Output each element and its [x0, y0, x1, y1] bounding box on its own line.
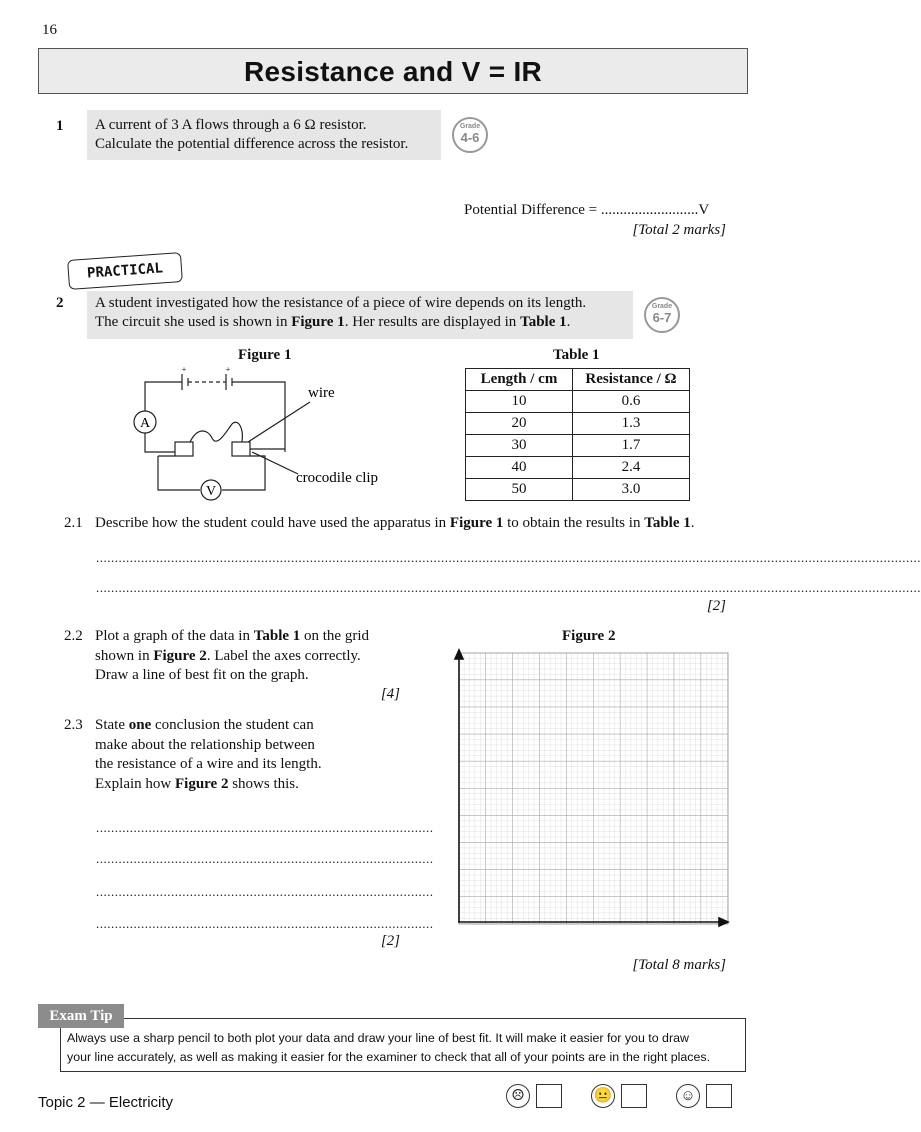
answer-line[interactable]: ............................................................................................................................................................................................................................	[96, 580, 921, 595]
q21-marks: [2]	[706, 598, 726, 614]
question-2-line-1: A student investigated how the resistance of a piece of wire depends on its length.	[95, 295, 587, 311]
neutral-face-icon: 😐	[591, 1084, 615, 1108]
test-wire	[190, 422, 242, 442]
ammeter-label: A	[139, 416, 151, 431]
answer-line[interactable]: ..........................................................................................	[96, 851, 434, 866]
exam-tip-box	[60, 1018, 746, 1072]
exam-tip-line-2: your line accurately, as well as making it easier for the examiner to check that all of your points are in the right places.	[67, 1050, 711, 1064]
circuit-wire-left	[145, 432, 175, 452]
answer-line[interactable]: ............................................................................................................................................................................................................................	[96, 550, 921, 565]
exam-tip-line-1: Always use a sharp pencil to both plot your data and draw your line of best fit. It will make it easier for you to draw	[67, 1031, 689, 1045]
q23-number: 2.3	[64, 717, 83, 733]
clip-pointer	[252, 452, 298, 474]
table-row	[466, 391, 690, 413]
page-number: 16	[42, 22, 57, 38]
q1-answer-dots[interactable]: ..........................	[600, 202, 699, 218]
wire-pointer	[248, 402, 310, 442]
q2-total-marks: [Total 8 marks]	[632, 957, 726, 973]
grade-label: Grade	[459, 123, 481, 130]
q1-total-marks: [Total 2 marks]	[632, 222, 726, 238]
table-cell: 30	[466, 435, 573, 457]
q21-number: 2.1	[64, 515, 83, 531]
table-cell: 3.0	[573, 479, 690, 501]
q22-marks: [4]	[380, 686, 400, 702]
table-cell: 40	[466, 457, 573, 479]
graph-grid[interactable]	[448, 648, 730, 928]
crocodile-clip-right	[232, 442, 250, 456]
figure-1-title: Figure 1	[238, 347, 292, 363]
confidence-checkbox-mid[interactable]	[621, 1084, 647, 1108]
question-2-number: 2	[56, 295, 64, 311]
sad-face-icon: ☹	[506, 1084, 530, 1108]
y-axis-arrow	[455, 650, 463, 659]
question-1-box	[87, 110, 441, 160]
table-cell: 20	[466, 413, 573, 435]
page-title: Resistance and V = IR	[38, 48, 748, 94]
exam-tip-label: Exam Tip	[38, 1004, 124, 1028]
figure-2-title: Figure 2	[562, 628, 616, 644]
practical-tag: PRACTICAL	[67, 252, 183, 290]
q1-answer-unit: V	[698, 202, 710, 218]
confidence-checkbox-low[interactable]	[536, 1084, 562, 1108]
table-cell: 10	[466, 391, 573, 413]
table-cell: 50	[466, 479, 573, 501]
wire-label: wire	[308, 385, 335, 401]
answer-line[interactable]: ..........................................................................................	[96, 884, 434, 899]
answer-line[interactable]: ..........................................................................................	[96, 820, 434, 835]
grade-range: 6-7	[652, 310, 672, 325]
table-row	[466, 413, 690, 435]
table-1-title: Table 1	[553, 347, 600, 363]
question-2-box	[87, 291, 633, 339]
circuit-diagram	[120, 362, 400, 504]
grade-badge-q1	[452, 117, 488, 153]
q21-text: Describe how the student could have used the apparatus in Figure 1 to obtain the results in Table 1.	[95, 515, 695, 531]
question-1-line-2: Calculate the potential difference across the resistor.	[95, 136, 409, 152]
grade-range: 4-6	[460, 130, 480, 145]
cell-2	[226, 374, 232, 390]
q1-answer-line	[464, 201, 709, 221]
question-1-number: 1	[56, 118, 64, 134]
cell-plus-1: +	[181, 365, 187, 374]
q1-answer-prefix: Potential Difference =	[464, 202, 601, 218]
q22-text: Plot a graph of the data in Table 1 on the grid shown in Figure 2. Label the axes correctly. Draw a line of best fit on the graph.	[95, 628, 370, 683]
table-header-row	[466, 369, 690, 391]
table-cell: 2.4	[573, 457, 690, 479]
table-row	[466, 435, 690, 457]
answer-line[interactable]: ..........................................................................................	[96, 916, 434, 931]
q23-marks: [2]	[380, 933, 400, 949]
happy-face-icon: ☺	[676, 1084, 700, 1108]
table-header-resistance: Resistance / Ω	[573, 369, 690, 391]
confidence-checkbox-high[interactable]	[706, 1084, 732, 1108]
q23-text: State one conclusion the student can make about the relationship between the resistance of a wire and its length. Explain how Figure 2 shows this.	[95, 717, 322, 792]
table-cell: 1.3	[573, 413, 690, 435]
footer-topic: Topic 2 — Electricity	[38, 1094, 174, 1111]
crocodile-clip-label: crocodile clip	[296, 470, 379, 486]
crocodile-clip-left	[175, 442, 193, 456]
question-1-line-1: A current of 3 A flows through a 6 Ω resistor.	[95, 117, 367, 133]
table-cell: 0.6	[573, 391, 690, 413]
results-table	[465, 368, 690, 501]
grade-badge-q2	[644, 297, 680, 333]
table-cell: 1.7	[573, 435, 690, 457]
table-row	[466, 457, 690, 479]
grade-label: Grade	[651, 303, 673, 310]
cell-1	[182, 374, 188, 390]
table-row	[466, 479, 690, 501]
table-header-length: Length / cm	[466, 369, 573, 391]
voltmeter-label: V	[205, 484, 217, 499]
cell-plus-2: +	[225, 365, 231, 374]
q22-number: 2.2	[64, 628, 83, 644]
question-2-line-2: The circuit she used is shown in Figure 1. Her results are displayed in Table 1.	[95, 314, 571, 330]
